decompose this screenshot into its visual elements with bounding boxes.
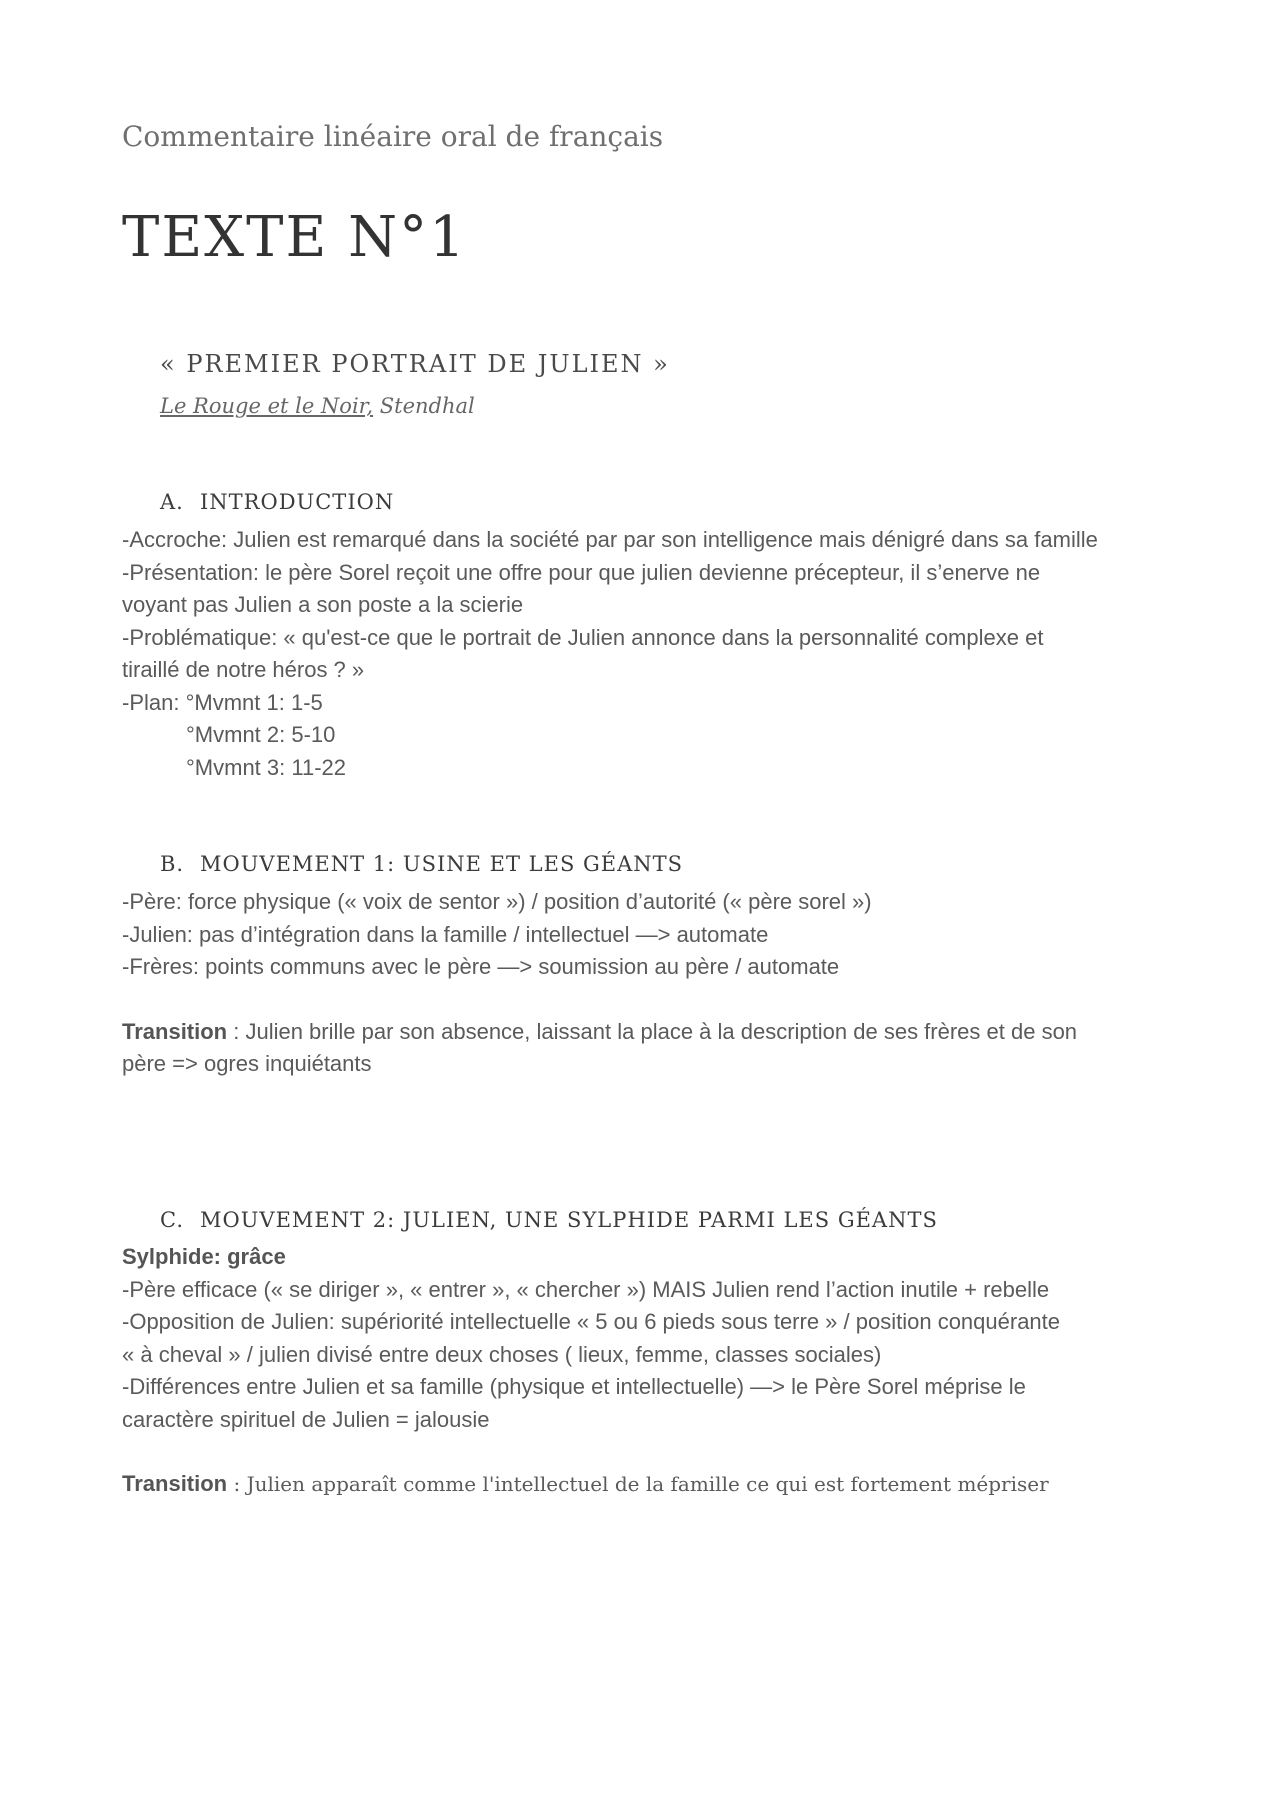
author-name: Stendhal (373, 394, 475, 418)
mouvement-2-line: -Différences entre Julien et sa famille (physique et intellectuelle) —> le Père Sorel méprise le (122, 1374, 1026, 1399)
transition-line (122, 1468, 1172, 1501)
introduction-body (122, 524, 1172, 784)
document-subtitle: Commentaire linéaire oral de français (122, 120, 664, 153)
intro-line: voyant pas Julien a son poste a la scierie (122, 592, 524, 617)
work-title: « PREMIER PORTRAIT DE JULIEN » (160, 350, 670, 378)
mouvement-1-body (122, 886, 1172, 1081)
section-heading-mouvement-2 (160, 1208, 938, 1232)
section-heading-mouvement-1 (160, 852, 683, 876)
document-title: TEXTE N°1 (122, 205, 467, 270)
mouvement-1-line: -Frères: points communs avec le père —> soumission au père / automate (122, 954, 840, 979)
mouvement-2-body (122, 1241, 1172, 1501)
intro-line: -Accroche: Julien est remarqué dans la société par par son intelligence mais dénigré dans sa famille (122, 527, 1098, 552)
intro-line: -Présentation: le père Sorel reçoit une offre pour que julien devienne précepteur, il s’enerve ne (122, 559, 1041, 585)
section-letter: A. (160, 490, 184, 514)
sylphide-line: Sylphide: grâce (122, 1244, 286, 1269)
mouvement-1-line: -Julien: pas d’intégration dans la famille / intellectuel —> automate (122, 921, 769, 947)
mouvement-1-line: -Père: force physique (« voix de sentor ») / position d’autorité (« père sorel ») (122, 889, 872, 914)
intro-line: -Problématique: « qu'est-ce que le portrait de Julien annonce dans la personnalité complexe et (122, 624, 1044, 650)
transition-label: Transition (122, 1471, 228, 1496)
plan-item: °Mvmnt 2: 5-10 (186, 722, 336, 747)
mouvement-2-line: « à cheval » / julien divisé entre deux choses ( lieux, femme, classes sociales) (122, 1341, 882, 1367)
section-heading-text: INTRODUCTION (200, 490, 395, 514)
transition-text: : Julien brille par son absence, laissant la place à la description de ses frères et de son (227, 1018, 1078, 1044)
plan-item: °Mvmnt 3: 11-22 (186, 754, 347, 780)
mouvement-2-line: -Père efficace (« se diriger », « entrer », « chercher ») MAIS Julien rend l’action inutile + rebelle (122, 1276, 1050, 1302)
mouvement-2-line: caractère spirituel de Julien = jalousie (122, 1406, 490, 1432)
section-heading-introduction (160, 490, 394, 514)
mouvement-2-line: -Opposition de Julien: supériorité intellectuelle « 5 ou 6 pieds sous terre » / position conquérante (122, 1309, 1061, 1334)
transition-line: père => ogres inquiétants (122, 1051, 372, 1076)
section-heading-text: MOUVEMENT 1: USINE ET LES GÉANTS (200, 852, 684, 876)
intro-line: tiraillé de notre héros ? » (122, 657, 365, 682)
intro-line: -Plan: °Mvmnt 1: 1-5 (122, 689, 323, 715)
section-letter: B. (160, 852, 185, 876)
section-heading-text: MOUVEMENT 2: JULIEN, UNE SYLPHIDE PARMI LES GÉANTS (200, 1208, 938, 1232)
transition-label: Transition (122, 1018, 228, 1044)
section-letter: C. (160, 1208, 184, 1232)
book-title: Le Rouge et le Noir, (160, 394, 374, 418)
transition-line (122, 1016, 1172, 1049)
work-reference (160, 394, 475, 418)
transition-text: : Julien apparaît comme l'intellectuel de la famille ce qui est fortement mépriser (227, 1472, 1049, 1496)
